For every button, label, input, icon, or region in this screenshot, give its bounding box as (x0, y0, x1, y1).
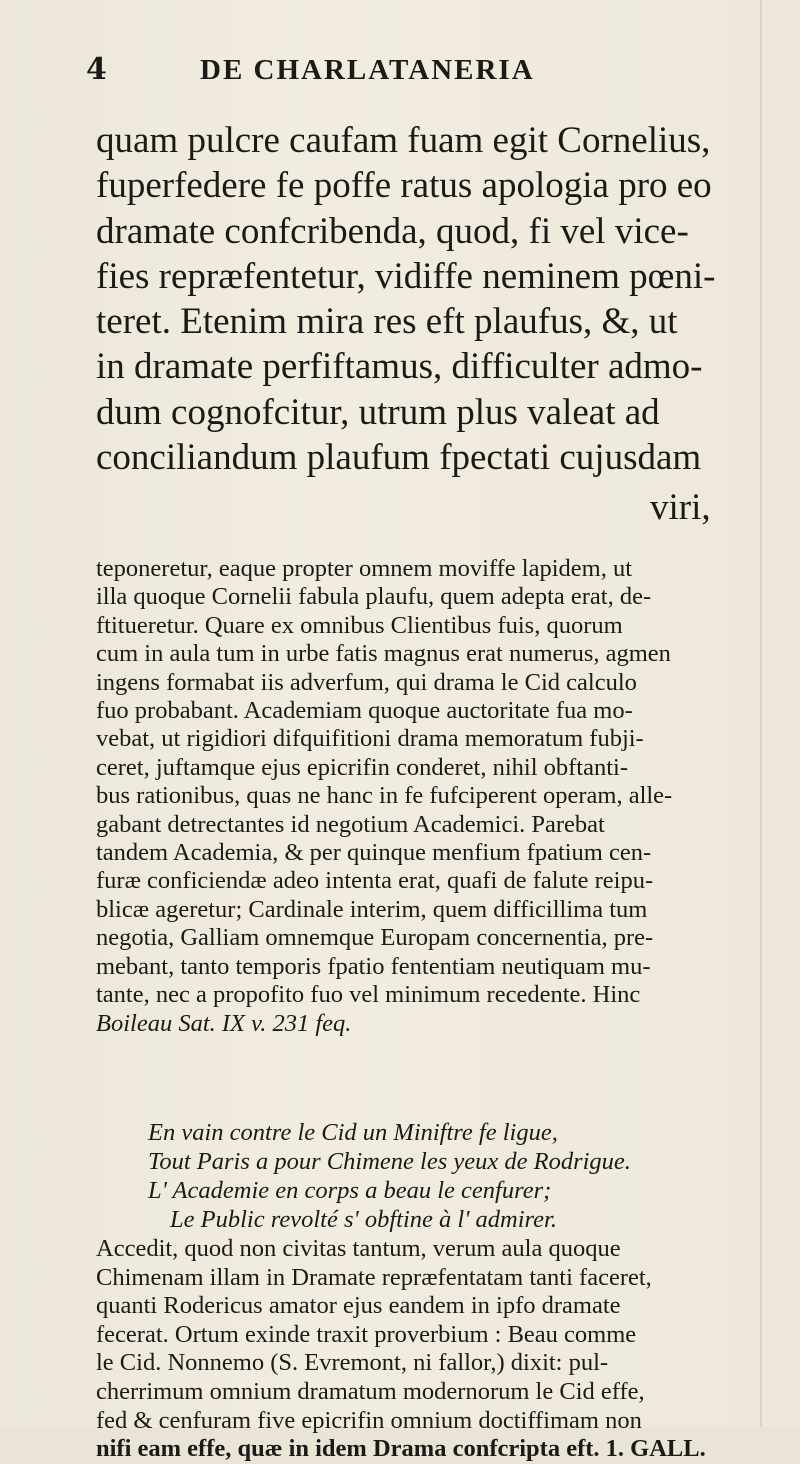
text-line: gabant detrectantes id negotium Academici. Parebat (96, 810, 605, 838)
text-line: fuo probabant. Academiam quoque auctoritate fua mo- (96, 697, 633, 725)
text-line: in dramate perfiftamus, difficulter admo- (96, 346, 703, 388)
text-line: cherrimum omnium dramatum modernorum le Cid effe, (96, 1377, 645, 1405)
text-line: le Cid. Nonnemo (S. Evremont, ni fallor,) dixit: pul- (96, 1349, 609, 1377)
text-line: ingens formabat iis adverfum, qui drama le Cid calculo (96, 668, 637, 696)
text-line: fed & cenfuram five epicrifin omnium doctiffimam non (96, 1406, 642, 1434)
text-line: vebat, ut rigidiori difquifitioni drama memoratum fubji- (96, 725, 644, 753)
text-line: cum in aula tum in urbe fatis magnus erat numerus, agmen (96, 640, 671, 668)
text-line: tandem Academia, & per quinque menfium fpatium cen- (96, 839, 652, 867)
text-line: Chimenam illam in Dramate repræfentatam tanti faceret, (96, 1263, 652, 1291)
text-line: ftitueretur. Quare ex omnibus Clientibus fuis, quorum (96, 611, 623, 639)
text-line: quam pulcre caufam fuam egit Cornelius, (96, 120, 711, 161)
footnote-text (96, 555, 736, 1038)
text-line: nifi eam effe, quæ in idem Drama confcripta eft. 1. GALL. (96, 1435, 706, 1463)
catchword: viri, (650, 487, 711, 528)
footnote-text-continued (96, 1235, 736, 1464)
text-line: Boileau Sat. IX v. 231 feq. (96, 1009, 352, 1037)
text-line: dum cognofcitur, utrum plus valeat ad (96, 391, 660, 433)
text-line: dramate confcribenda, quod, fi vel vice- (96, 210, 689, 252)
text-line: Accedit, quod non civitas tantum, verum aula quoque (96, 1235, 621, 1262)
text-line: conciliandum plaufum fpectati cujusdam (96, 437, 702, 479)
text-line: blicæ ageretur; Cardinale interim, quem difficillima tum (96, 895, 648, 923)
main-text-large (96, 118, 716, 480)
text-line: ceret, juftamque ejus epicrifin conderet, nihil obftanti- (96, 753, 628, 781)
text-line: negotia, Galliam omnemque Europam concernentia, pre- (96, 924, 654, 952)
page-edge-shadow (760, 0, 762, 1427)
text-line: tante, nec a propofito fuo vel minimum recedente. Hinc (96, 981, 641, 1009)
text-line: illa quoque Cornelii fabula plaufu, quem adepta erat, de- (96, 583, 652, 611)
verse-line: Tout Paris a pour Chimene les yeux de Rodrigue. (148, 1148, 631, 1175)
text-line: fecerat. Ortum exinde traxit proverbium : Beau comme (96, 1320, 637, 1348)
text-line: teret. Etenim mira res eft plaufus, &, ut (96, 301, 678, 343)
verse-quote (148, 1118, 631, 1234)
running-title: DE CHARLATANERIA (200, 54, 535, 86)
text-line: quanti Rodericus amator ejus eandem in ipfo dramate (96, 1292, 621, 1320)
text-line: mebant, tanto temporis fpatio fententiam neutiquam mu- (96, 952, 651, 980)
text-line: fuperfedere fe poffe ratus apologia pro eo (96, 165, 712, 207)
text-line: bus rationibus, quas ne hanc in fe fufciperent operam, alle- (96, 782, 673, 810)
text-line: teponeretur, eaque propter omnem moviffe lapidem, ut (96, 555, 633, 582)
verse-line: L' Academie en corps a beau le cenfurer; (148, 1177, 552, 1204)
verse-line: En vain contre le Cid un Miniftre fe ligue, (148, 1119, 558, 1146)
verse-line: Le Public revolté s' obftine à l' admirer. (170, 1206, 557, 1233)
text-line: furæ conficiendæ adeo intenta erat, quafi de falute reipu- (96, 867, 654, 895)
page-number: 4 (86, 52, 107, 87)
page-header (0, 52, 800, 102)
text-line: fies repræfentetur, vidiffe neminem pœni- (96, 255, 716, 297)
